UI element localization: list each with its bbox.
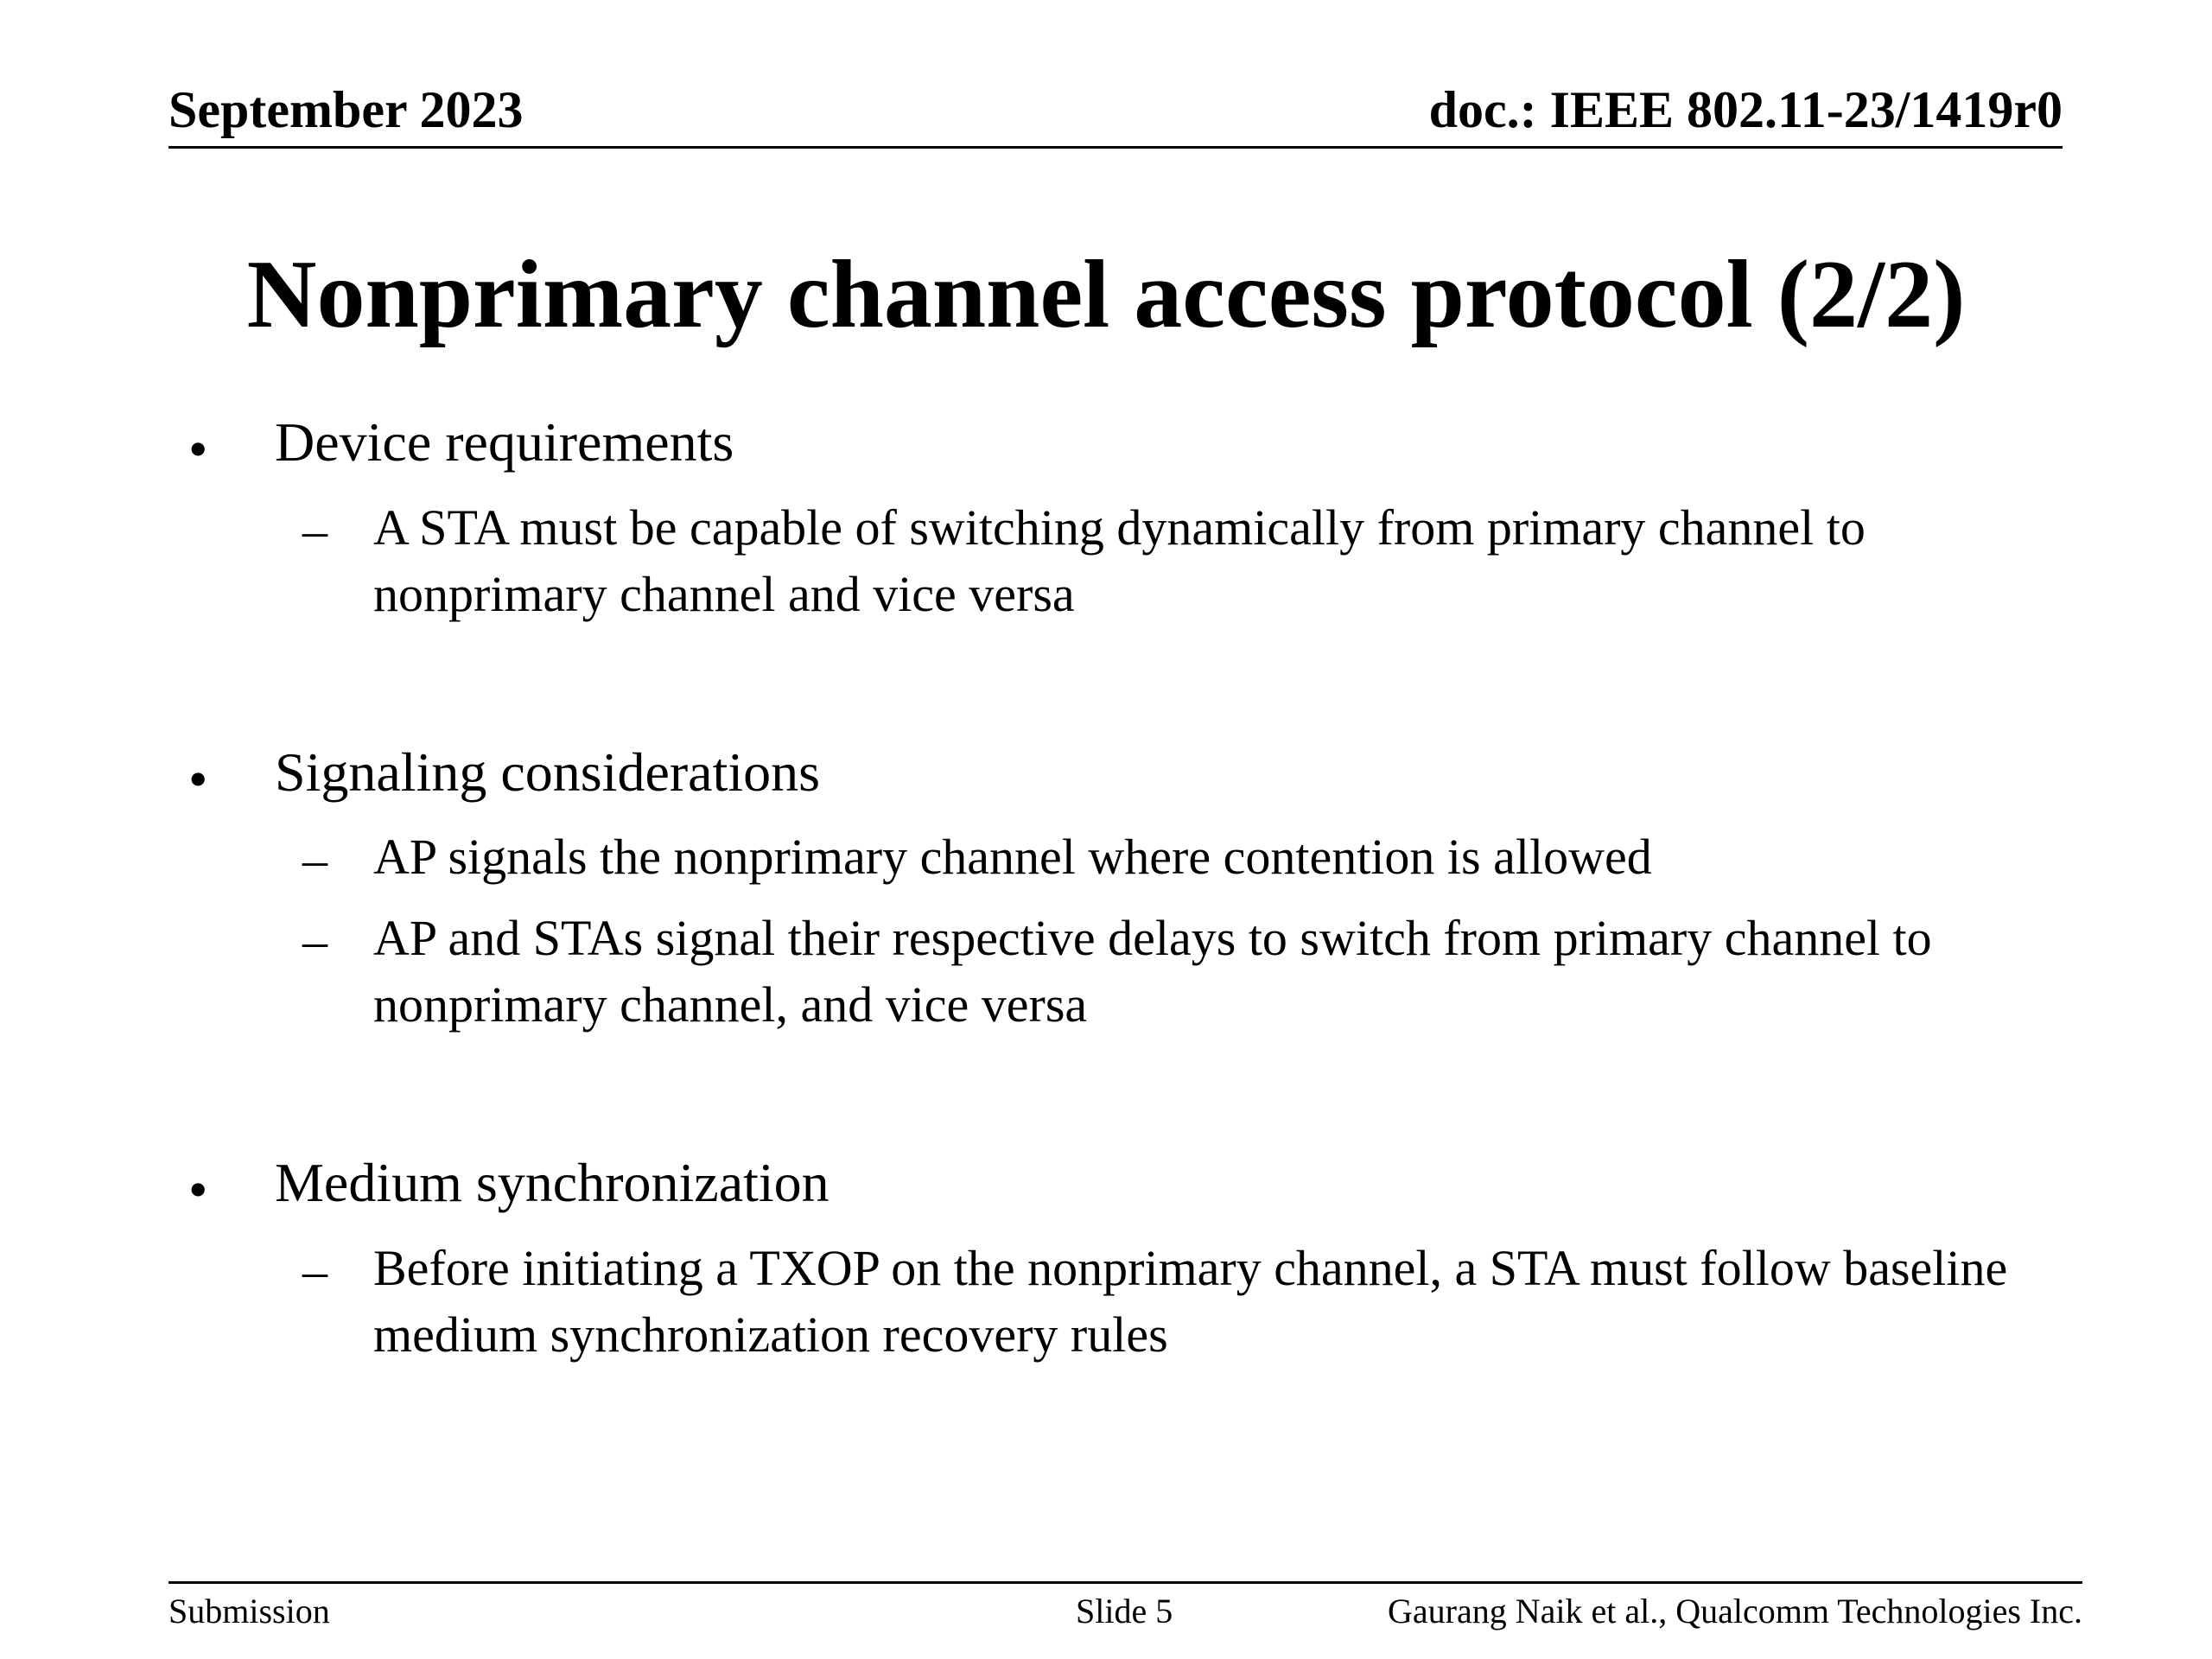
sub-bullet-switch-delays: AP and STAs signal their respective delays to switch from primary channel to nonprimary channel, and vice versa bbox=[373, 910, 1932, 1033]
sub-bullet-txop-recovery: Before initiating a TXOP on the nonprimary channel, a STA must follow baseline medium synchronization recovery rules bbox=[373, 1240, 2008, 1363]
sub-bullet-dash: – bbox=[302, 502, 327, 558]
footer-divider bbox=[168, 1581, 2082, 1584]
footer-authors: Gaurang Naik et al., Qualcomm Technologies Inc. bbox=[1388, 1592, 2082, 1630]
bullet-medium-synchronization: Medium synchronization bbox=[275, 1152, 830, 1213]
bullet-marker: • bbox=[188, 418, 208, 480]
sub-bullet-dash: – bbox=[302, 1243, 327, 1299]
bullet-marker: • bbox=[188, 1159, 208, 1220]
header-date: September 2023 bbox=[168, 81, 524, 138]
footer-submission: Submission bbox=[168, 1592, 330, 1630]
footer-slide-number: Slide 5 bbox=[1076, 1592, 1173, 1630]
sub-bullet-ap-signals-channel: AP signals the nonprimary channel where contention is allowed bbox=[373, 829, 1652, 885]
sub-bullet-dash: – bbox=[302, 831, 327, 887]
header-doc-id: doc.: IEEE 802.11-23/1419r0 bbox=[1428, 81, 2063, 138]
sub-bullet-dash: – bbox=[302, 912, 327, 969]
header-divider bbox=[168, 146, 2063, 149]
sub-bullet-sta-switching: A STA must be capable of switching dynamically from primary channel to nonprimary channel and vice versa bbox=[373, 499, 1866, 622]
bullet-device-requirements: Device requirements bbox=[275, 411, 734, 473]
slide-title: Nonprimary channel access protocol (2/2) bbox=[246, 241, 1966, 348]
bullet-signaling-considerations: Signaling considerations bbox=[275, 741, 821, 803]
bullet-marker: • bbox=[188, 748, 208, 810]
